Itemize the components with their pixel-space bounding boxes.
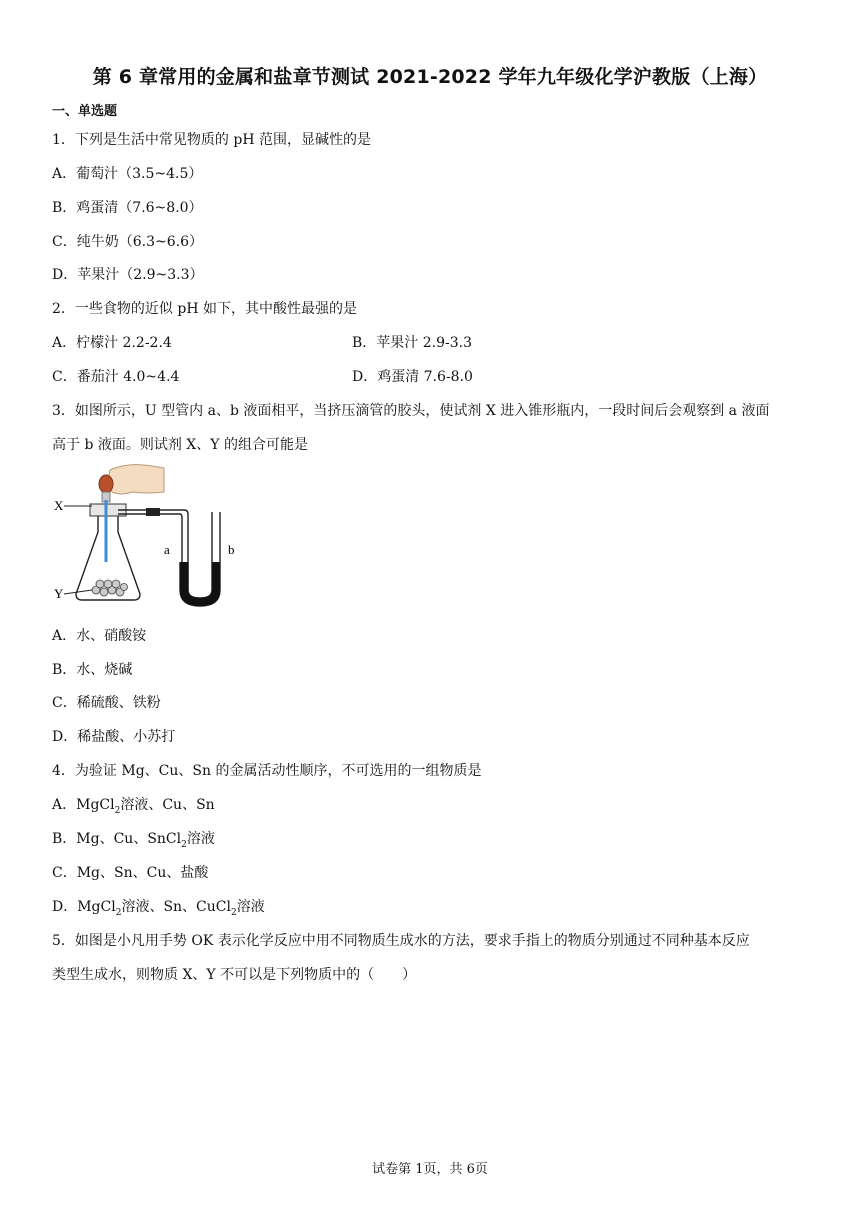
q3-stem-line1: 3．如图所示，U 型管内 a、b 液面相平，当挤压滴管的胶头，使试剂 X 进入锥形瓶内，一段时间后会观察到 a 液面 (52, 403, 770, 419)
q4-d-subscript: 2 (115, 907, 122, 918)
q2-stem: 2．一些食物的近似 pH 如下，其中酸性最强的是 (52, 301, 357, 317)
q3-option-d: D．稀盐酸、小苏打 (52, 729, 176, 745)
hand-illustration (108, 465, 164, 494)
q4-b-text: B．Mg、Cu、SnCl (52, 831, 182, 847)
q4-option-d (52, 896, 265, 918)
q3-stem-line2: 高于 b 液面。则试剂 X、Y 的组合可能是 (52, 437, 308, 453)
q1-stem: 1．下列是生活中常见物质的 pH 范围，显碱性的是 (52, 132, 371, 148)
q4-d-text-mid: 溶液、Sn、CuCl (121, 899, 231, 915)
dropper-bulb (99, 475, 113, 493)
q2-option-a: A．柠檬汁 2.2-2.4 (52, 335, 172, 351)
label-a: a (164, 542, 170, 557)
section-heading: 一、单选题 (52, 104, 118, 119)
page-footer: 试卷第 1页，共 6页 (372, 1162, 488, 1177)
q5-stem-line2: 类型生成水，则物质 X、Y 不可以是下列物质中的（ ） (52, 967, 417, 983)
q1-option-c: C．纯牛奶（6.3~6.6） (52, 234, 203, 250)
delivery-tube (118, 510, 188, 594)
q4-b-text-end: 溶液 (186, 831, 215, 847)
q4-d-subscript-2: 2 (230, 907, 237, 918)
q4-d-text-end: 溶液 (236, 899, 265, 915)
q1-option-a: A．葡萄汁（3.5~4.5） (52, 166, 203, 182)
q4-stem: 4．为验证 Mg、Cu、Sn 的金属活动性顺序，不可选用的一组物质是 (52, 763, 482, 779)
q3-option-a: A．水、硝酸铵 (52, 628, 147, 644)
q4-option-c: C．Mg、Sn、Cu、盐酸 (52, 865, 209, 881)
q4-a-text: A．MgCl (52, 797, 115, 813)
label-y: Y (54, 586, 64, 601)
u-tube-liquid (180, 562, 220, 606)
q2-option-d: D．鸡蛋清 7.6-8.0 (352, 369, 473, 385)
q4-d-text: D．MgCl (52, 899, 116, 915)
q3-option-b: B．水、烧碱 (52, 662, 133, 678)
q5-stem-line1: 5．如图是小凡用手势 OK 表示化学反应中用不同物质生成水的方法，要求手指上的物质分别通过不同种基本反应 (52, 933, 750, 949)
q4-option-a (52, 794, 215, 816)
q3-option-c: C．稀硫酸、铁粉 (52, 695, 161, 711)
page-title: 第 6 章常用的金属和盐章节测试 2021-2022 学年九年级化学沪教版（上海） (92, 66, 768, 88)
q1-option-b: B．鸡蛋清（7.6~8.0） (52, 200, 203, 216)
solid-y-pellets (92, 580, 128, 596)
q2-option-c: C．番茄汁 4.0~4.4 (52, 369, 180, 385)
q1-option-d: D．苹果汁（2.9~3.3） (52, 267, 204, 283)
q4-option-b (52, 828, 215, 850)
label-b: b (228, 542, 235, 557)
q4-b-subscript: 2 (181, 839, 187, 850)
q4-a-text-end: 溶液、Cu、Sn (120, 797, 215, 813)
label-x: X (54, 498, 64, 513)
q4-a-subscript: 2 (114, 805, 121, 816)
flask-u-tube-figure (52, 462, 252, 610)
q2-option-b: B．苹果汁 2.9-3.3 (352, 335, 472, 351)
